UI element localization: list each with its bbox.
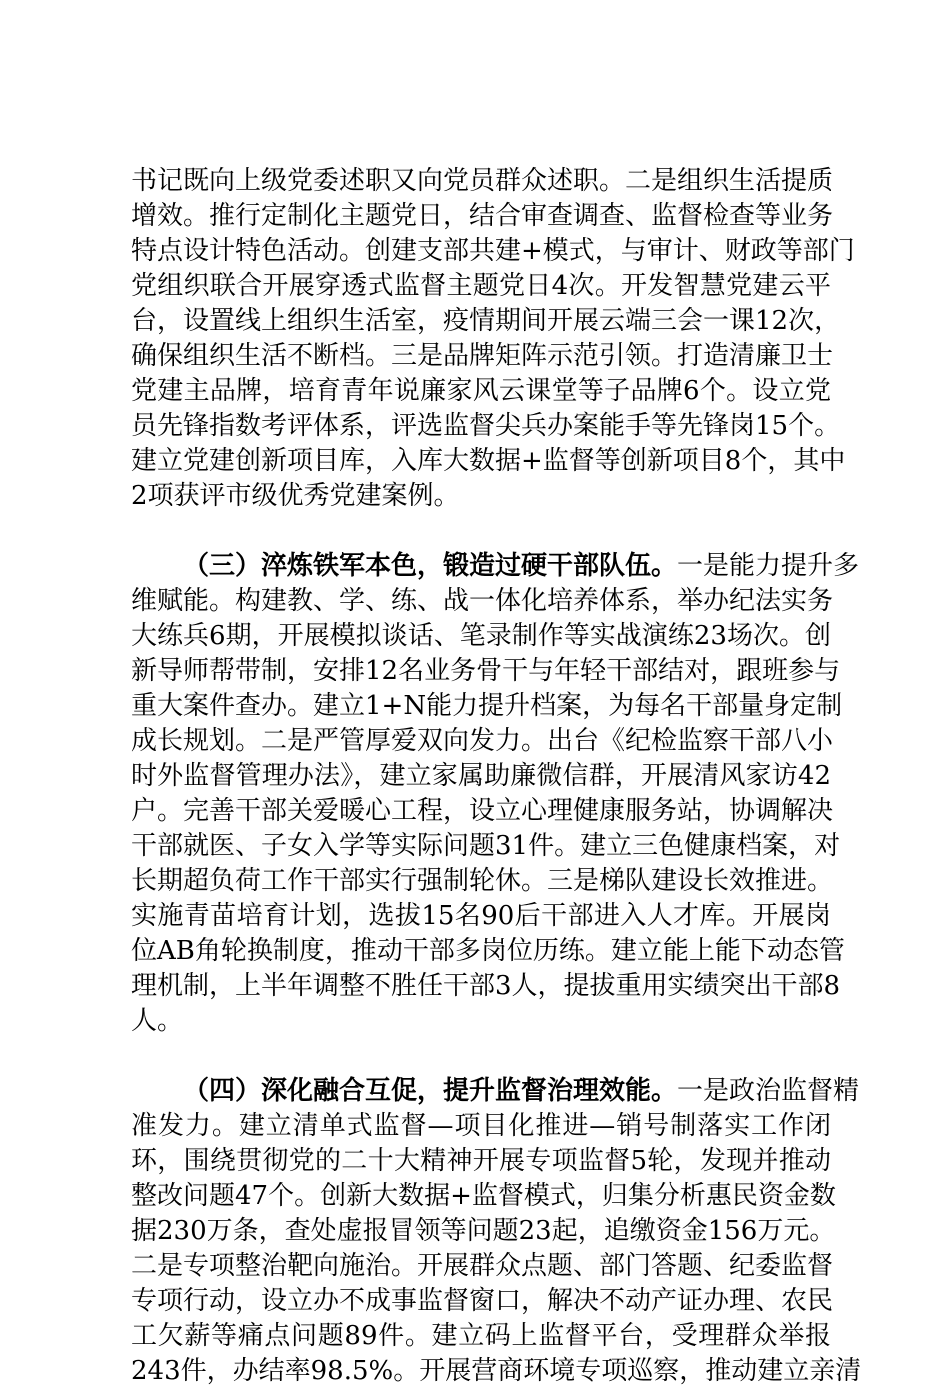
text-line: 理机制，上半年调整不胜任干部3人，提拔重用实绩突出干部8 xyxy=(131,971,841,1001)
text-line: 整改问题47个。创新大数据+监督模式，归集分析惠民资金数 xyxy=(131,1181,836,1211)
text-line: 建立党建创新项目库，入库大数据+监督等创新项目8个，其中 xyxy=(131,446,846,476)
text-line: 特点设计特色活动。创建支部共建+模式，与审计、财政等部门 xyxy=(131,236,855,266)
text-line: 位AB角轮换制度，推动干部多岗位历练。建立能上能下动态管 xyxy=(131,936,845,966)
section-heading: （四）深化融合互促，提升监督治理效能。 xyxy=(183,1076,678,1106)
paragraph-spacer xyxy=(131,1039,831,1074)
heading-rest-text: 一是政治监督精 xyxy=(677,1076,860,1106)
text-line: 台，设置线上组织生活室，疫情期间开展云端三会一课12次， xyxy=(131,306,841,336)
text-line: 大练兵6期，开展模拟谈话、笔录制作等实战演练23场次。创 xyxy=(131,621,831,651)
text-line: 重大案件查办。建立1+N能力提升档案，为每名干部量身定制 xyxy=(131,691,843,721)
text-line: 准发力。建立清单式监督—项目化推进—销号制落实工作闭 xyxy=(131,1111,831,1141)
text-line: 工欠薪等痛点问题89件。建立码上监督平台，受理群众举报 xyxy=(131,1321,831,1351)
text-line: 维赋能。构建教、学、练、战一体化培养体系，举办纪法实务 xyxy=(131,586,834,616)
text-line: 干部就医、子女入学等实际问题31件。建立三色健康档案，对 xyxy=(131,831,841,861)
text-line: 2项获评市级优秀党建案例。 xyxy=(131,481,460,511)
paragraph-supervision xyxy=(131,1074,862,1389)
text-line: 专项行动，设立办不成事监督窗口，解决不动产证办理、农民 xyxy=(131,1286,834,1316)
text-line: 243件，办结率98.5%。开展营商环境专项巡察，推动建立亲清 xyxy=(131,1356,862,1386)
text-line: 据230万条，查处虚报冒领等问题23起，追缴资金156万元。 xyxy=(131,1216,836,1246)
text-line: 党建主品牌，培育青年说廉家风云课堂等子品牌6个。设立党 xyxy=(131,376,831,406)
text-line: 增效。推行定制化主题党日，结合审查调查、监督检查等业务 xyxy=(131,201,834,231)
text-line: 户。完善干部关爱暖心工程，设立心理健康服务站，协调解决 xyxy=(131,796,834,826)
text-line: 党组织联合开展穿透式监督主题党日4次。开发智慧党建云平 xyxy=(131,271,831,301)
text-line: 新导师帮带制，安排12名业务骨干与年轻干部结对，跟班参与 xyxy=(131,656,841,686)
text-line: 时外监督管理办法》，建立家属助廉微信群，开展清风家访42 xyxy=(131,761,831,791)
text-line: 人。 xyxy=(131,1006,184,1036)
text-line: 书记既向上级党委述职又向党员群众述职。二是组织生活提质 xyxy=(131,166,834,196)
text-line: 长期超负荷工作干部实行强制轮休。三是梯队建设长效推进。 xyxy=(131,866,834,896)
text-line: 确保组织生活不断档。三是品牌矩阵示范引领。打造清廉卫士 xyxy=(131,341,834,371)
paragraph-cadre-team xyxy=(131,549,860,1039)
text-line-first xyxy=(131,1074,860,1109)
text-line: 成长规划。二是严管厚爱双向发力。出台《纪检监察干部八小 xyxy=(131,726,834,756)
text-line: 实施青苗培育计划，选拔15名90后干部进入人才库。开展岗 xyxy=(131,901,831,931)
text-line: 环，围绕贯彻党的二十大精神开展专项监督5轮，发现并推动 xyxy=(131,1146,831,1176)
document-body xyxy=(131,164,862,1389)
paragraph-party-building xyxy=(131,164,855,514)
heading-rest-text: 一是能力提升多 xyxy=(677,551,860,581)
text-line: 员先锋指数考评体系，评选监督尖兵办案能手等先锋岗15个。 xyxy=(131,411,841,441)
section-heading: （三）淬炼铁军本色，锻造过硬干部队伍。 xyxy=(183,551,678,581)
text-line-first xyxy=(131,549,860,584)
paragraph-spacer xyxy=(131,514,831,549)
text-line: 二是专项整治靶向施治。开展群众点题、部门答题、纪委监督 xyxy=(131,1251,834,1281)
